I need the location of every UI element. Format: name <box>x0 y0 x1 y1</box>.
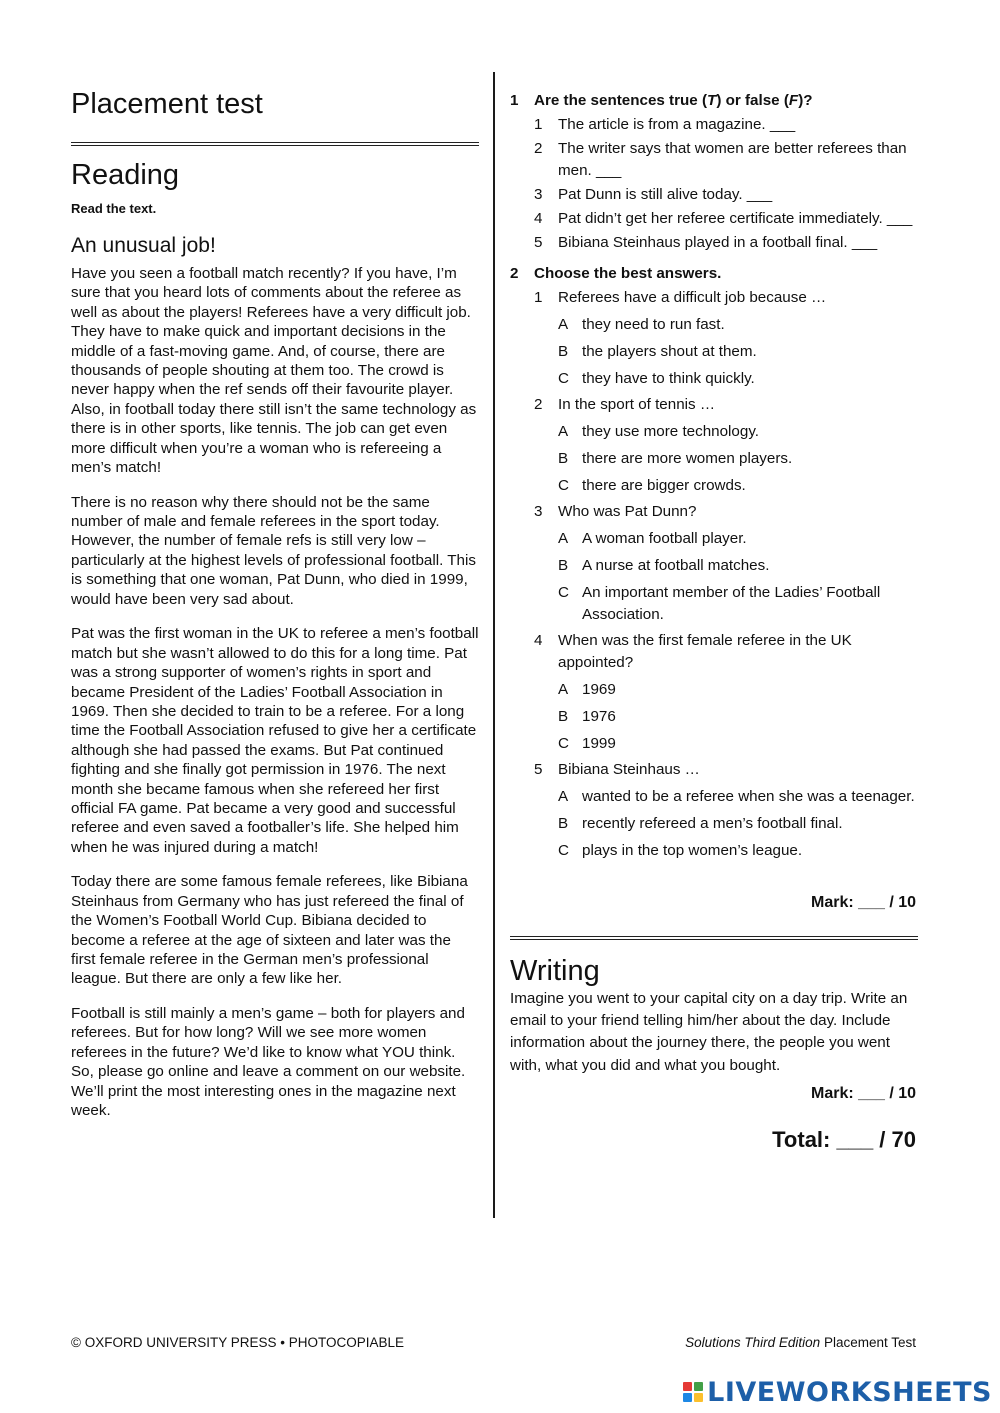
mc-question-stem: 1 Referees have a difficult job because … <box>534 289 827 306</box>
mc-question <box>510 759 918 862</box>
mc-question-stem: 4 When was the first female referee in the UK appointed? <box>534 632 852 671</box>
article-paragraph: Have you seen a football match recently? If you have, I’m sure that you heard lots of comments about the referee as well as about the players! Referees have a very difficult job. They have to make quick and important decisions in the middle of a fast-moving game. And, of course, there are thousands of people shouting at them too. The crowd is never happy when the ref sends off their favourite player. Also, in football today there still isn’t the same technology as there is in other sports, like tennis. The job can get even more difficult when you’re a woman who is refereeing a men’s match! <box>71 265 477 477</box>
question-number: 2 <box>510 265 519 282</box>
mc-option[interactable]: C they have to think quickly. <box>558 370 755 387</box>
article-paragraph: Football is still mainly a men’s game – both for players and referees. But for how long? Will we see more women referees in the future? We’d like to know what YOU think. So, please go online and leave a comment on our website. We’ll print the most interesting ones in the magazine next week. <box>71 1004 466 1119</box>
true-false-item[interactable]: 3 Pat Dunn is still alive today. ___ <box>534 186 773 203</box>
question-number: 1 <box>510 92 519 109</box>
mc-option[interactable]: A 1969 <box>558 681 616 698</box>
mc-option[interactable]: A A woman football player. <box>558 530 747 547</box>
writing-divider <box>510 936 918 940</box>
page-title: Placement test <box>71 88 263 120</box>
mc-option[interactable]: C An important member of the Ladies’ Football Association. <box>558 584 881 623</box>
mc-option[interactable]: C 1999 <box>558 735 616 752</box>
true-false-item[interactable]: 5 Bibiana Steinhaus played in a football final. ___ <box>534 234 878 251</box>
question-2-heading <box>510 263 918 285</box>
mc-option[interactable]: C there are bigger crowds. <box>558 477 746 494</box>
true-false-item[interactable]: 2 The writer says that women are better referees than men. ___ <box>534 140 907 179</box>
reading-column <box>71 82 479 1136</box>
liveworksheets-wordmark: LIVEWORKSHEETS <box>707 1376 992 1408</box>
mc-question <box>510 287 918 390</box>
logo-square <box>694 1393 703 1402</box>
questions-column <box>510 90 918 1155</box>
writing-mark: Mark: ___ / 10 <box>811 1084 916 1102</box>
article-paragraph: There is no reason why there should not be the same number of male and female referees in the sport today. However, the number of female refs is still very low – particularly at the highest levels of professional football. This is something that one woman, Pat Dunn, who died in 1999, would have been very sad about. <box>71 493 476 608</box>
mc-option[interactable]: B the players shout at them. <box>558 343 757 360</box>
logo-square <box>683 1393 692 1402</box>
reading-section-title: Reading <box>71 159 180 191</box>
mc-option[interactable]: C plays in the top women’s league. <box>558 842 803 859</box>
article-body <box>71 264 479 1120</box>
footer-copyright: © OXFORD UNIVERSITY PRESS • PHOTOCOPIABLE <box>71 1335 404 1350</box>
article-title: An unusual job! <box>71 234 216 257</box>
logo-square <box>683 1382 692 1391</box>
title-divider <box>71 142 479 146</box>
question-1-instruction: Are the sentences true (T) or false (F)? <box>534 92 813 109</box>
liveworksheets-logo-icon <box>683 1382 703 1402</box>
writing-prompt: Imagine you went to your capital city on a day trip. Write an email to your friend telling him/her about the day. Include information about the journey there, the people you went with, what you did and what you bought. <box>510 990 908 1074</box>
writing-section-title: Writing <box>510 955 600 987</box>
logo-square <box>694 1382 703 1391</box>
footer-edition: Solutions Third Edition Placement Test <box>685 1335 916 1350</box>
mc-question-stem: 2 In the sport of tennis … <box>534 396 716 413</box>
question-2-instruction: Choose the best answers. <box>534 265 722 282</box>
question-1-heading <box>510 90 918 112</box>
mc-option[interactable]: A they use more technology. <box>558 423 760 440</box>
mc-option[interactable]: B recently refereed a men’s football final. <box>558 815 843 832</box>
reading-mark: Mark: ___ / 10 <box>811 894 916 911</box>
mc-option[interactable]: B A nurse at football matches. <box>558 557 770 574</box>
true-false-item[interactable]: 1 The article is from a magazine. ___ <box>534 116 796 133</box>
mc-option[interactable]: A they need to run fast. <box>558 316 725 333</box>
mc-question <box>510 394 918 497</box>
reading-instruction: Read the text. <box>71 201 157 216</box>
total-mark: Total: ___ / 70 <box>772 1126 916 1152</box>
liveworksheets-brand[interactable] <box>683 1376 992 1408</box>
mc-question <box>510 630 918 755</box>
mc-option[interactable]: A wanted to be a referee when she was a teenager. <box>558 788 915 805</box>
mc-question-stem: 5 Bibiana Steinhaus … <box>534 761 700 778</box>
true-false-item[interactable]: 4 Pat didn’t get her referee certificate immediately. ___ <box>534 210 913 227</box>
article-paragraph: Today there are some famous female referees, like Bibiana Steinhaus from Germany who has just refereed the final of the Women’s Football World Cup. Bibiana decided to become a referee at the age of sixteen and later was the first female referee in the German men’s professional league. But there are only a few like her. <box>71 873 468 988</box>
column-divider <box>493 72 495 1218</box>
mc-question <box>510 501 918 626</box>
mc-option[interactable]: B there are more women players. <box>558 450 793 467</box>
mc-option[interactable]: B 1976 <box>558 708 616 725</box>
article-paragraph: Pat was the first woman in the UK to referee a men’s football match but she wasn’t allowed to do this for a long time. Pat was a strong supporter of women’s rights in sport and became President of the Ladies’ Football Association in 1969. Then she decided to train to be a referee. For a long time the Football Association refused to give her a certificate although she had passed the exams. But Pat continued fighting and she finally got permission in 1976. The next month she became famous when she refereed her first official FA game. Pat became a very good and successful referee and even saved a footballer’s life. She helped him when he was injured during a match! <box>71 625 479 856</box>
mc-question-stem: 3 Who was Pat Dunn? <box>534 503 697 520</box>
